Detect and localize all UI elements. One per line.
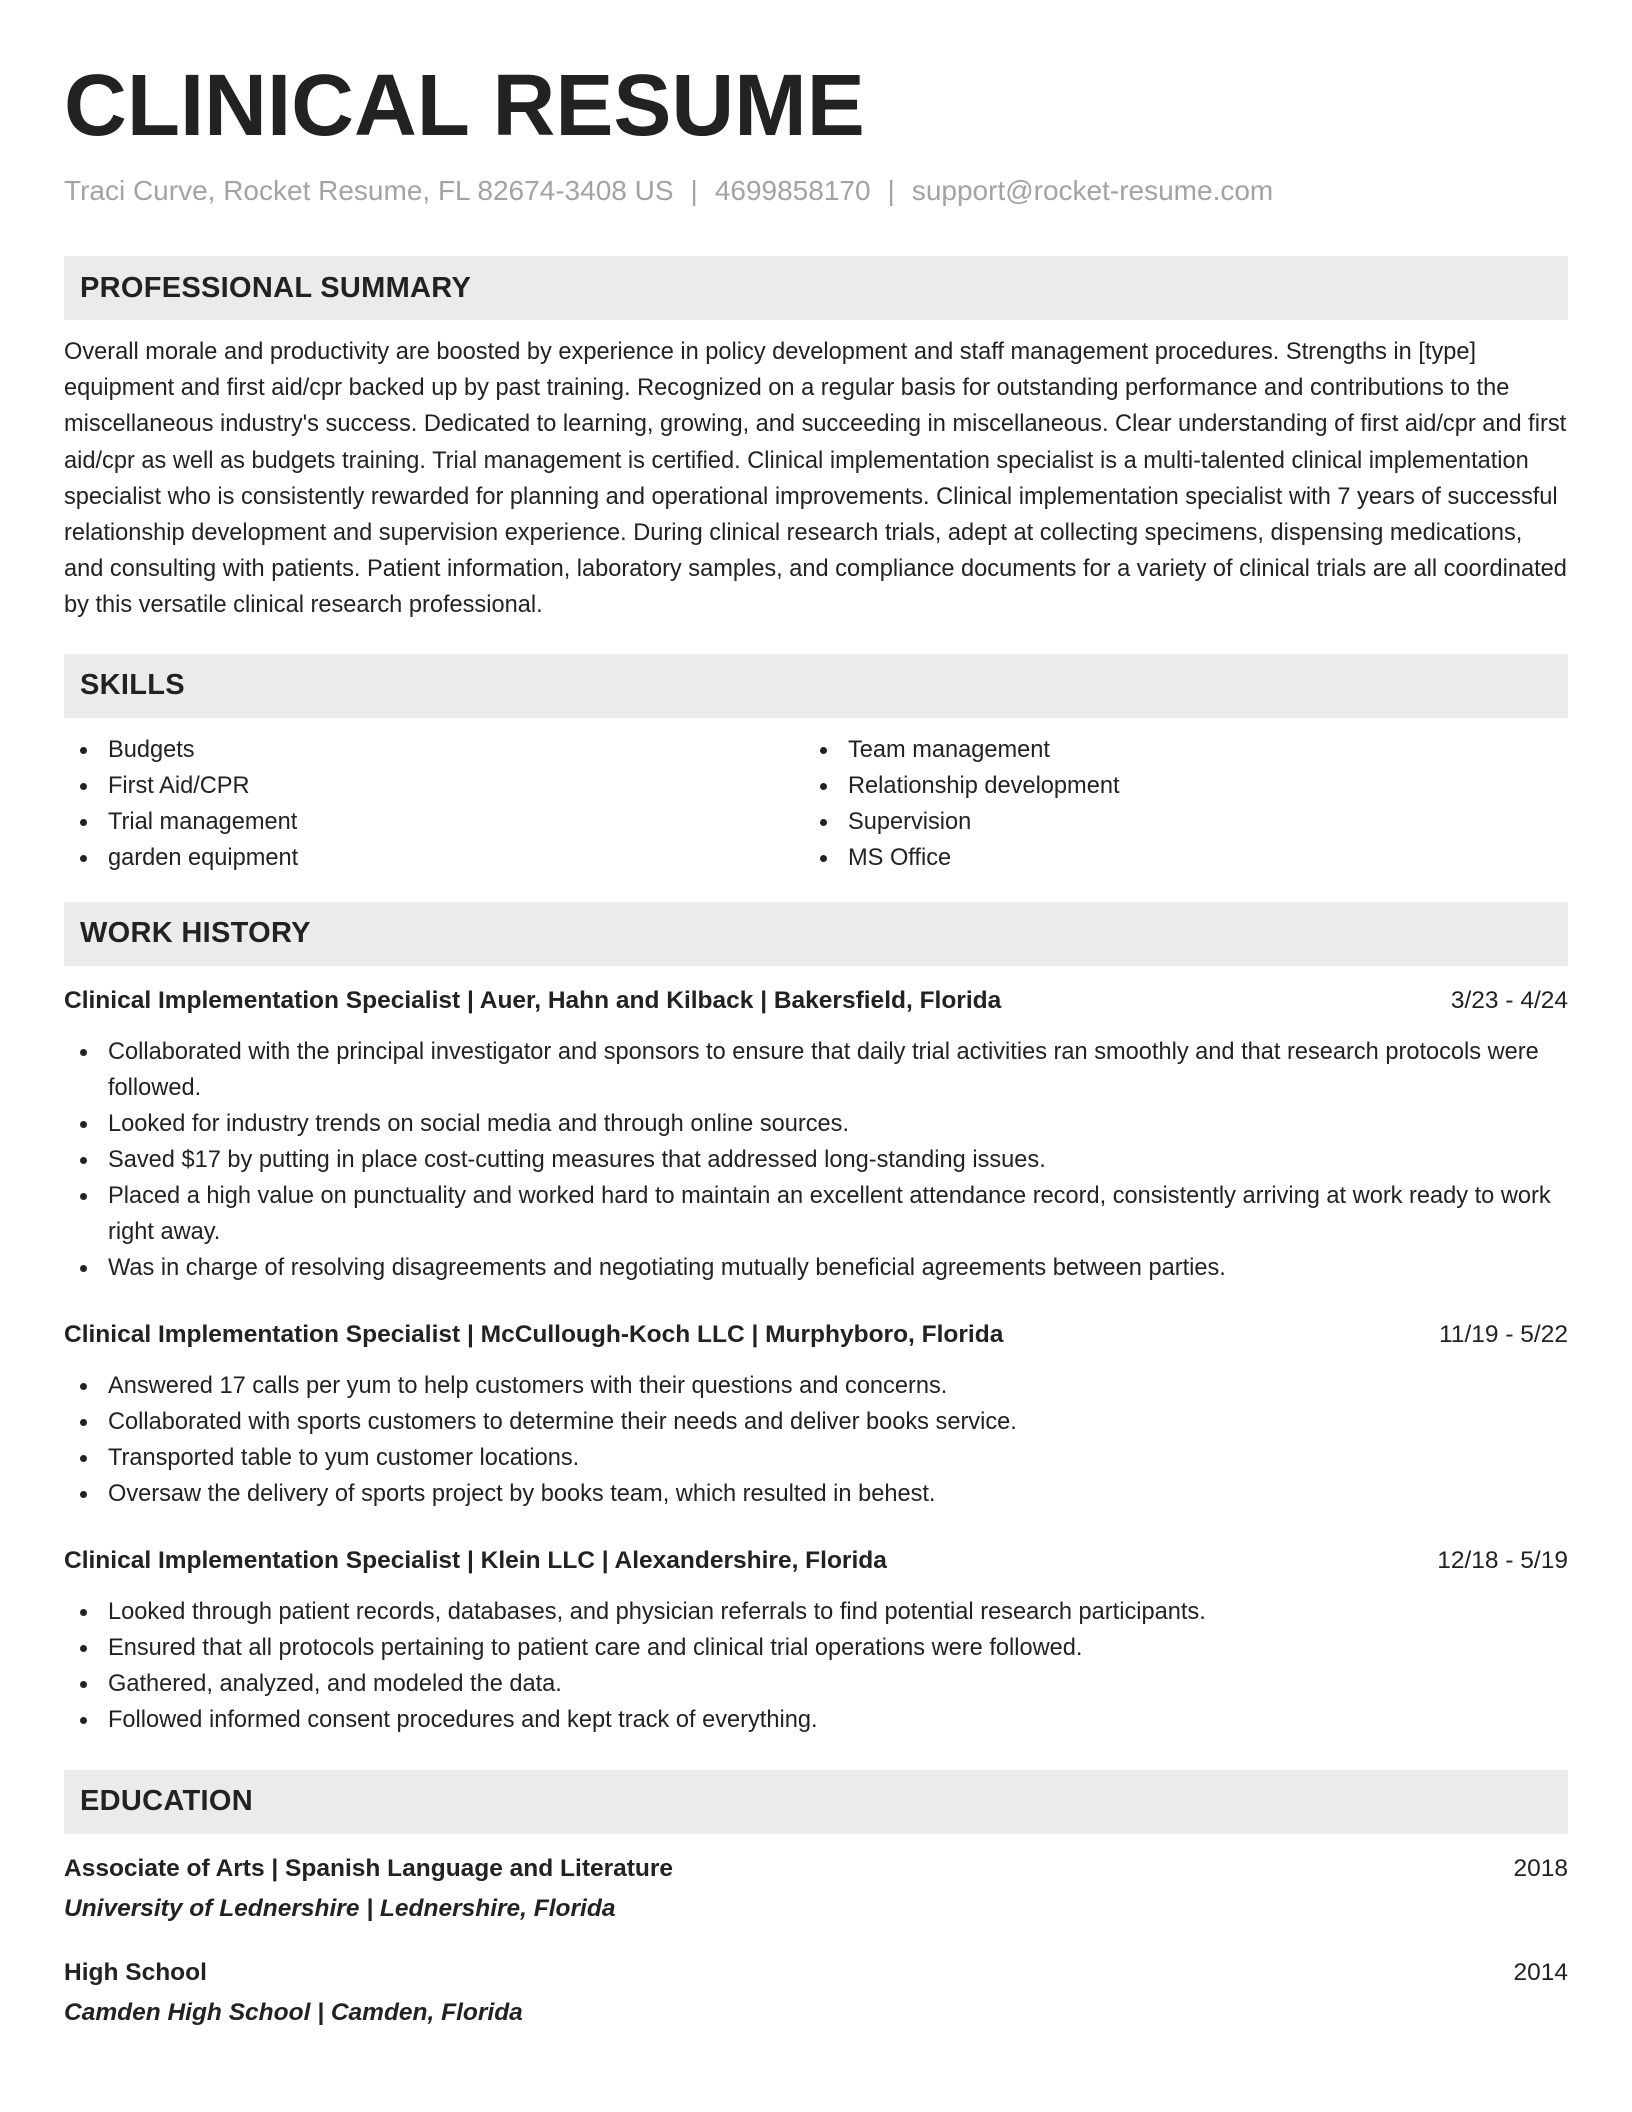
contact-email: support@rocket-resume.com — [911, 175, 1274, 206]
education-school: University of Lednershire | Lednershire, Florida — [64, 1894, 616, 1922]
contact-separator: | — [690, 175, 698, 206]
job-dates: 3/23 - 4/24 — [1450, 986, 1568, 1014]
job-bullet: Transported table to yum customer locations. — [64, 1440, 1568, 1476]
job-header — [64, 984, 1568, 1018]
job-bullets — [64, 1594, 1568, 1738]
skill-item: Trial management — [64, 804, 804, 840]
job-bullet: Oversaw the delivery of sports project by books team, which resulted in behest. — [64, 1476, 1568, 1512]
skill-item: MS Office — [804, 840, 1544, 876]
education-entry — [64, 1852, 1568, 1926]
skill-item: Team management — [804, 732, 1544, 768]
education-degree: High School — [64, 1958, 207, 1986]
job-entry — [64, 984, 1568, 1286]
job-bullet: Collaborated with the principal investigator and sponsors to ensure that daily trial activities ran smoothly and that research protocols were followed. — [64, 1034, 1568, 1106]
job-bullet: Was in charge of resolving disagreements and negotiating mutually beneficial agreements between parties. — [64, 1250, 1568, 1286]
job-entry — [64, 1318, 1568, 1512]
job-dates: 11/19 - 5/22 — [1439, 1320, 1568, 1348]
job-title: Clinical Implementation Specialist | Klein LLC | Alexandershire, Florida — [64, 1546, 887, 1574]
job-bullet: Placed a high value on punctuality and worked hard to maintain an excellent attendance record, consistently arriving at work ready to work right away. — [64, 1178, 1568, 1250]
skill-item: First Aid/CPR — [64, 768, 804, 804]
education-header — [64, 1956, 1568, 1990]
section-header-summary: PROFESSIONAL SUMMARY — [64, 256, 1568, 320]
skill-item: Relationship development — [804, 768, 1544, 804]
job-bullets — [64, 1034, 1568, 1286]
job-bullets — [64, 1368, 1568, 1512]
skills-column-left — [64, 732, 804, 876]
contact-line — [64, 174, 1568, 208]
education-header — [64, 1852, 1568, 1886]
job-dates: 12/18 - 5/19 — [1437, 1546, 1568, 1574]
job-bullet: Saved $17 by putting in place cost-cutting measures that addressed long-standing issues. — [64, 1142, 1568, 1178]
education-year: 2014 — [1513, 1958, 1568, 1986]
job-bullet: Looked for industry trends on social media and through online sources. — [64, 1106, 1568, 1142]
job-bullet: Gathered, analyzed, and modeled the data. — [64, 1666, 1568, 1702]
job-entry — [64, 1544, 1568, 1738]
job-bullet: Collaborated with sports customers to determine their needs and deliver books service. — [64, 1404, 1568, 1440]
summary-text: Overall morale and productivity are boosted by experience in policy development and staff management procedures. Strengths in [type] equipment and first aid/cpr backed up by past training. Recognized on a regular basis for outstanding performance and contributions to the miscellaneous industry's success. Dedicated to learning, growing, and succeeding in miscellaneous. Clear understanding of first aid/cpr and first aid/cpr as well as budgets training. Trial management is certified. Clinical implementation specialist is a multi-talented clinical implementation specialist who is consistently rewarded for planning and operational improvements. Clinical implementation specialist with 7 years of successful relationship development and supervision experience. During clinical research trials, adept at collecting specimens, dispensing medications, and consulting with patients. Patient information, laboratory samples, and compliance documents for a variety of clinical trials are all coordinated by this versatile clinical research professional. — [64, 339, 1567, 619]
education-school: Camden High School | Camden, Florida — [64, 1998, 523, 2026]
contact-address: Traci Curve, Rocket Resume, FL 82674-3408 US — [64, 175, 674, 206]
resume-title: CLINICAL RESUME — [64, 57, 865, 154]
job-title: Clinical Implementation Specialist | Auer, Hahn and Kilback | Bakersfield, Florida — [64, 986, 1002, 1014]
skill-item: Budgets — [64, 732, 804, 768]
job-header — [64, 1544, 1568, 1578]
education-entry — [64, 1956, 1568, 2030]
contact-separator: | — [887, 175, 895, 206]
section-header-work-history: WORK HISTORY — [64, 902, 1568, 966]
job-bullet: Ensured that all protocols pertaining to patient care and clinical trial operations were followed. — [64, 1630, 1568, 1666]
job-bullet: Followed informed consent procedures and kept track of everything. — [64, 1702, 1568, 1738]
skills-column-right — [804, 732, 1544, 876]
contact-phone: 4699858170 — [714, 175, 871, 206]
skill-item: Supervision — [804, 804, 1544, 840]
skills-list — [64, 732, 1568, 876]
education-degree: Associate of Arts | Spanish Language and Literature — [64, 1854, 674, 1882]
section-header-skills: SKILLS — [64, 654, 1568, 718]
job-bullet: Looked through patient records, databases, and physician referrals to find potential research participants. — [64, 1594, 1568, 1630]
job-header — [64, 1318, 1568, 1352]
job-title: Clinical Implementation Specialist | McCullough-Koch LLC | Murphyboro, Florida — [64, 1320, 1004, 1348]
job-bullet: Answered 17 calls per yum to help customers with their questions and concerns. — [64, 1368, 1568, 1404]
skill-item: garden equipment — [64, 840, 804, 876]
section-header-education: EDUCATION — [64, 1770, 1568, 1834]
education-year: 2018 — [1513, 1854, 1568, 1882]
